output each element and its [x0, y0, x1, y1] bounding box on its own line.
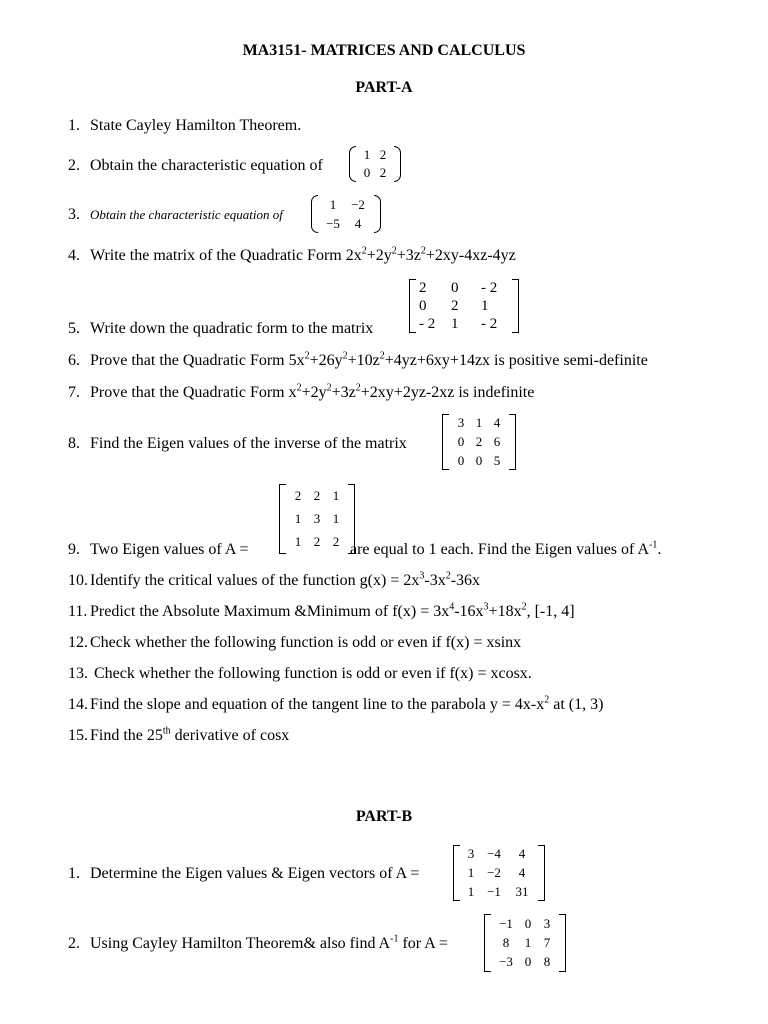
- matrix-entry: 31: [515, 883, 529, 899]
- matrix-entry: 1: [467, 864, 475, 880]
- question-number: 2.: [68, 157, 80, 174]
- question-number: 11.: [68, 603, 88, 620]
- question-a11: [68, 602, 575, 622]
- question-a6: [68, 351, 648, 371]
- matrix-bracket: [509, 414, 516, 470]
- matrix-entry: 1: [481, 297, 489, 314]
- question-a1: [68, 116, 301, 136]
- question-a9-rest: are equal to 1 each. Find the Eigen values of $A^{-1}$.: [350, 539, 662, 558]
- matrix-b2: [484, 914, 566, 972]
- question-number: 15.: [68, 727, 88, 744]
- matrix-entry: - 2: [419, 315, 436, 332]
- matrix-entry: 2: [379, 147, 387, 162]
- question-text: Determine the Eigen values & Eigen vectors of A =: [90, 865, 420, 882]
- matrix-entry: −2: [351, 196, 365, 212]
- question-a10: [68, 571, 480, 591]
- superscript: th: [162, 725, 171, 737]
- question-text: +4yz+6xy+14zx is positive semi-definite: [384, 352, 648, 369]
- question-text: Prove that the Quadratic Form 5x: [90, 352, 305, 369]
- matrix-entry: 4: [518, 864, 526, 880]
- matrix-entry: 2: [451, 297, 459, 314]
- matrix-entry: 0: [524, 954, 532, 970]
- matrix-entry: 0: [524, 915, 532, 931]
- matrix-entry: −2: [487, 864, 501, 880]
- question-text: +2y: [301, 384, 327, 401]
- matrix-entry: 1: [294, 534, 302, 550]
- matrix-bracket: [279, 484, 286, 554]
- question-number: 1.: [68, 117, 80, 134]
- question-number: 6.: [68, 352, 80, 369]
- matrix-a8: [442, 414, 516, 470]
- matrix-entry: −3: [499, 954, 513, 970]
- matrix-bracket: [409, 279, 416, 333]
- question-text: +3z: [331, 384, 356, 401]
- question-number: 9.: [68, 541, 80, 558]
- matrix-entry: 0: [475, 452, 483, 468]
- question-a12: [68, 633, 521, 653]
- question-text: Obtain the characteristic equation of: [90, 207, 283, 222]
- question-text: -36x: [450, 572, 481, 589]
- matrix-entry: 3: [313, 510, 321, 526]
- question-a7: [68, 383, 534, 403]
- superscript: 2: [420, 245, 426, 257]
- question-b2: [68, 934, 448, 954]
- superscript: 3: [419, 570, 425, 582]
- matrix-bracket: [453, 845, 460, 901]
- question-text: +10z: [347, 352, 380, 369]
- question-text: Write the matrix of the Quadratic Form 2x: [90, 247, 362, 264]
- matrix-entry: 1: [332, 510, 340, 526]
- matrix-entry: 2: [419, 279, 427, 296]
- superscript: 2: [296, 382, 302, 394]
- matrix-entry: 2: [313, 534, 321, 550]
- question-text: State Cayley Hamilton Theorem.: [90, 117, 302, 134]
- superscript: 2: [544, 694, 550, 706]
- superscript: 2: [361, 245, 367, 257]
- question-text: +2xy-4xz-4yz: [425, 247, 516, 264]
- matrix-entry: 2: [475, 433, 483, 449]
- question-number: 13.: [68, 665, 88, 682]
- question-text: Two Eigen values of A =: [90, 541, 249, 558]
- matrix-entry: −5: [326, 215, 340, 231]
- question-text: +3z: [396, 247, 421, 264]
- question-text: -16x: [454, 603, 484, 620]
- matrix-entry: −1: [487, 883, 501, 899]
- question-text: Predict the Absolute Maximum &Minimum of f(x) = 3x: [90, 603, 450, 620]
- matrix-entry: 1: [451, 315, 459, 332]
- matrix-entry: 4: [518, 846, 526, 862]
- question-text: +2xy+2yz-2xz is indefinite: [360, 384, 535, 401]
- matrix-entry: 0: [363, 165, 371, 180]
- superscript: -1: [649, 539, 658, 551]
- question-a13: [68, 664, 532, 684]
- matrix-entry: 1: [363, 147, 371, 162]
- superscript: 2: [391, 245, 397, 257]
- matrix-entry: 1: [475, 415, 483, 431]
- matrix-bracket: [512, 279, 519, 333]
- matrix-a2: [349, 146, 401, 182]
- matrix-entry: 1: [467, 883, 475, 899]
- part-b-heading: PART-B: [355, 808, 413, 825]
- question-a5: [68, 319, 373, 339]
- matrix-entry: 5: [493, 452, 501, 468]
- matrix-entry: 3: [543, 915, 551, 931]
- question-number: 14.: [68, 696, 88, 713]
- question-text: Find the Eigen values of the inverse of the matrix: [90, 435, 407, 452]
- matrix-entry: −4: [487, 846, 501, 862]
- question-text: Prove that the Quadratic Form x: [90, 384, 297, 401]
- question-text: Check whether the following function is odd or even if f(x) = xsinx: [90, 634, 522, 651]
- question-number: 10.: [68, 572, 88, 589]
- question-text: , [-1, 4]: [526, 603, 575, 620]
- matrix-entry: - 2: [481, 315, 498, 332]
- question-text: Find the 25: [90, 727, 163, 744]
- question-a14: [68, 695, 603, 715]
- matrix-entry: 1: [524, 934, 532, 950]
- matrix-entry: 2: [379, 165, 387, 180]
- superscript: 3: [483, 601, 489, 613]
- matrix-entry: 7: [543, 934, 551, 950]
- matrix-entry: −1: [499, 915, 513, 931]
- question-a15: [68, 726, 289, 746]
- matrix-entry: 3: [467, 846, 475, 862]
- superscript: 2: [521, 601, 527, 613]
- matrix-bracket: [559, 914, 566, 972]
- matrix-entry: 4: [493, 415, 501, 431]
- matrix-entry: 1: [332, 487, 340, 503]
- matrix-entry: 2: [294, 487, 302, 503]
- superscript: 4: [449, 601, 455, 613]
- question-a3: [68, 205, 283, 225]
- question-text: Obtain the characteristic equation of: [90, 157, 323, 174]
- superscript: -1: [390, 933, 399, 945]
- matrix-entry: 4: [354, 215, 362, 231]
- matrix-entry: - 2: [481, 279, 498, 296]
- question-text: Identify the critical values of the function g(x) = 2x: [90, 572, 420, 589]
- matrix-bracket: [484, 914, 491, 972]
- matrix-entry: 3: [457, 415, 465, 431]
- matrix-entry: 0: [419, 297, 427, 314]
- matrix-bracket: [374, 195, 381, 233]
- matrix-entry: 6: [493, 433, 501, 449]
- matrix-a9: [279, 484, 355, 554]
- matrix-b1: [453, 845, 545, 901]
- question-text: Check whether the following function is odd or even if f(x) = xcosx.: [90, 665, 532, 682]
- question-number: 4.: [68, 247, 80, 264]
- question-number: 8.: [68, 435, 80, 452]
- superscript: 2: [326, 382, 332, 394]
- document-title: MA3151- MATRICES AND CALCULUS: [242, 42, 526, 59]
- question-a8: [68, 434, 407, 454]
- matrix-entry: 0: [457, 452, 465, 468]
- matrix-entry: 2: [332, 534, 340, 550]
- question-text: Using Cayley Hamilton Theorem& also find A: [90, 935, 391, 952]
- matrix-a3: [311, 195, 381, 233]
- question-number: 5.: [68, 320, 80, 337]
- matrix-entry: 0: [457, 433, 465, 449]
- question-text: -3x: [424, 572, 446, 589]
- matrix-bracket: [538, 845, 545, 901]
- question-b1: [68, 864, 419, 884]
- question-a2: [68, 156, 323, 176]
- question-text: Write down the quadratic form to the matrix: [90, 320, 374, 337]
- matrix-entry: 1: [329, 196, 337, 212]
- question-number: 1.: [68, 865, 80, 882]
- question-text: derivative of cosx: [170, 727, 290, 744]
- question-text: +26y: [309, 352, 343, 369]
- matrix-entry: 2: [313, 487, 321, 503]
- superscript: 2: [342, 350, 348, 362]
- question-number: 12.: [68, 634, 88, 651]
- matrix-a5: [409, 279, 519, 333]
- question-text: +18x: [488, 603, 522, 620]
- question-number: 2.: [68, 935, 80, 952]
- superscript: 2: [355, 382, 361, 394]
- matrix-bracket: [311, 195, 318, 233]
- superscript: 2: [379, 350, 385, 362]
- question-text: at (1, 3): [549, 696, 604, 713]
- superscript: 2: [445, 570, 451, 582]
- matrix-entry: 1: [294, 510, 302, 526]
- question-text: +2y: [366, 247, 392, 264]
- matrix-bracket: [394, 146, 401, 182]
- question-number: 3.: [68, 206, 80, 223]
- superscript: 2: [304, 350, 310, 362]
- matrix-bracket: [349, 146, 356, 182]
- matrix-entry: 0: [451, 279, 459, 296]
- question-a4: [68, 246, 516, 266]
- matrix-entry: 8: [502, 934, 510, 950]
- matrix-entry: 8: [543, 954, 551, 970]
- question-text: for A =: [398, 935, 448, 952]
- question-text: Find the slope and equation of the tangent line to the parabola y = 4x-x: [90, 696, 545, 713]
- question-number: 7.: [68, 384, 80, 401]
- matrix-bracket: [442, 414, 449, 470]
- question-a9: [68, 540, 249, 560]
- part-a-heading: PART-A: [355, 79, 413, 96]
